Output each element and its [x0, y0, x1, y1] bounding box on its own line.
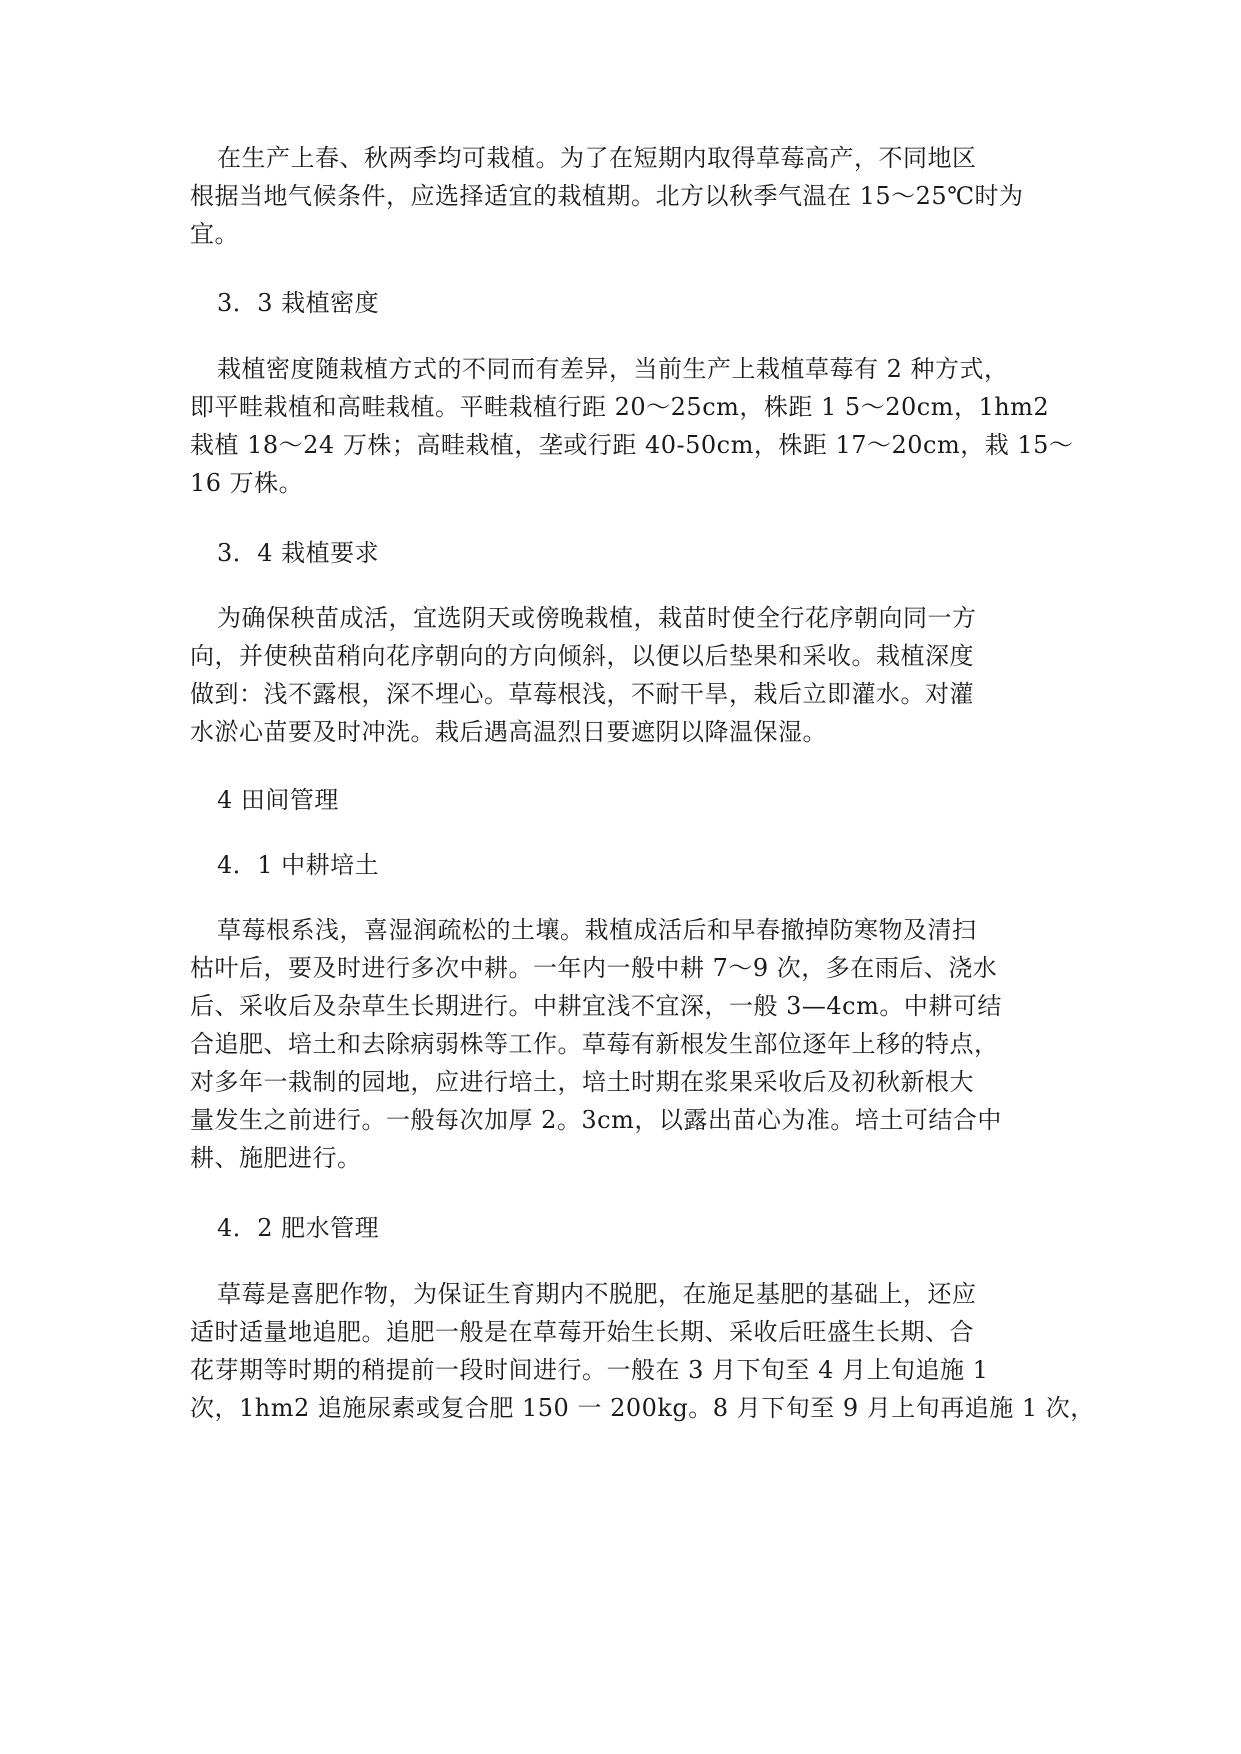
text-line: 根据当地气候条件，应选择适宜的栽植期。北方以秋季气温在 15～25℃时为 [190, 182, 1024, 210]
text-line: 在生产上春、秋两季均可栽植。为了在短期内取得草莓高产，不同地区 [217, 144, 977, 172]
text-line: 即平畦栽植和高畦栽植。平畦栽植行距 20～25cm，株距 1 5～20cm，1hm2 [190, 393, 1050, 421]
text-line: 枯叶后，要及时进行多次中耕。一年内一般中耕 7～9 次，多在雨后、浇水 [190, 954, 998, 982]
text-line: 次，1hm2 追施尿素或复合肥 150 一 200kg。8 月下旬至 9 月上旬再追施 1 次， [190, 1394, 1095, 1422]
text-line: 合追肥、培土和去除病弱株等工作。草莓有新根发生部位逐年上移的特点， [190, 1030, 999, 1058]
text-line: 花芽期等时期的稍提前一段时间进行。一般在 3 月下旬至 4 月上旬追施 1 [190, 1356, 989, 1384]
text-line: 草莓是喜肥作物，为保证生育期内不脱肥，在施足基肥的基础上，还应 [217, 1280, 977, 1308]
paragraph-fertilizer-water [190, 1275, 1095, 1427]
text-line: 量发生之前进行。一般每次加厚 2。3cm，以露出苗心为准。培土可结合中 [190, 1106, 1002, 1134]
heading-text: 3．4 栽植要求 [217, 539, 380, 567]
text-line: 适时适量地追肥。追肥一般是在草莓开始生长期、采收后旺盛生长期、合 [190, 1318, 974, 1346]
text-line: 草莓根系浅，喜湿润疏松的土壤。栽植成活后和早春撤掉防寒物及清扫 [217, 916, 977, 944]
text-line: 向，并使秧苗稍向花序朝向的方向倾斜，以便以后垫果和采收。栽植深度 [190, 642, 974, 670]
text-line: 做到：浅不露根，深不埋心。草莓根浅，不耐干旱，栽后立即灌水。对灌 [190, 680, 974, 708]
text-line: 宜。 [190, 220, 239, 248]
heading-text: 4．2 肥水管理 [217, 1214, 380, 1242]
text-line: 16 万株。 [190, 469, 304, 497]
text-line: 为确保秧苗成活，宜选阴天或傍晚栽植，栽苗时使全行花序朝向同一方 [217, 604, 977, 632]
section-heading-fertilizer-water [190, 1209, 1080, 1247]
text-line: 耕、施肥进行。 [190, 1144, 362, 1172]
heading-text: 3．3 栽植密度 [217, 289, 380, 317]
paragraph-cultivation-earthing [190, 911, 1080, 1177]
section-heading-planting-requirements [190, 534, 1080, 572]
text-line: 栽植 18～24 万株；高畦栽植，垄或行距 40-50cm，株距 17～20cm，栽 15～ [190, 431, 1074, 459]
text-line: 水淤心苗要及时冲洗。栽后遇高温烈日要遮阴以降温保湿。 [190, 718, 827, 746]
section-heading-cultivation-earthing [190, 846, 1080, 884]
paragraph-planting-density [190, 350, 1080, 502]
text-line: 对多年一栽制的园地，应进行培土，培土时期在浆果采收后及初秋新根大 [190, 1068, 974, 1096]
text-line: 后、采收后及杂草生长期进行。中耕宜浅不宜深，一般 3—4cm。中耕可结 [190, 992, 1002, 1020]
heading-text: 4 田间管理 [217, 786, 339, 814]
text-line: 栽植密度随栽植方式的不同而有差异，当前生产上栽植草莓有 2 种方式， [217, 355, 1009, 383]
section-heading-field-management [190, 781, 1080, 819]
paragraph-planting-requirements [190, 599, 1080, 751]
heading-text: 4．1 中耕培土 [217, 851, 380, 879]
paragraph-planting-season [190, 139, 1080, 253]
section-heading-planting-density [190, 284, 1080, 322]
